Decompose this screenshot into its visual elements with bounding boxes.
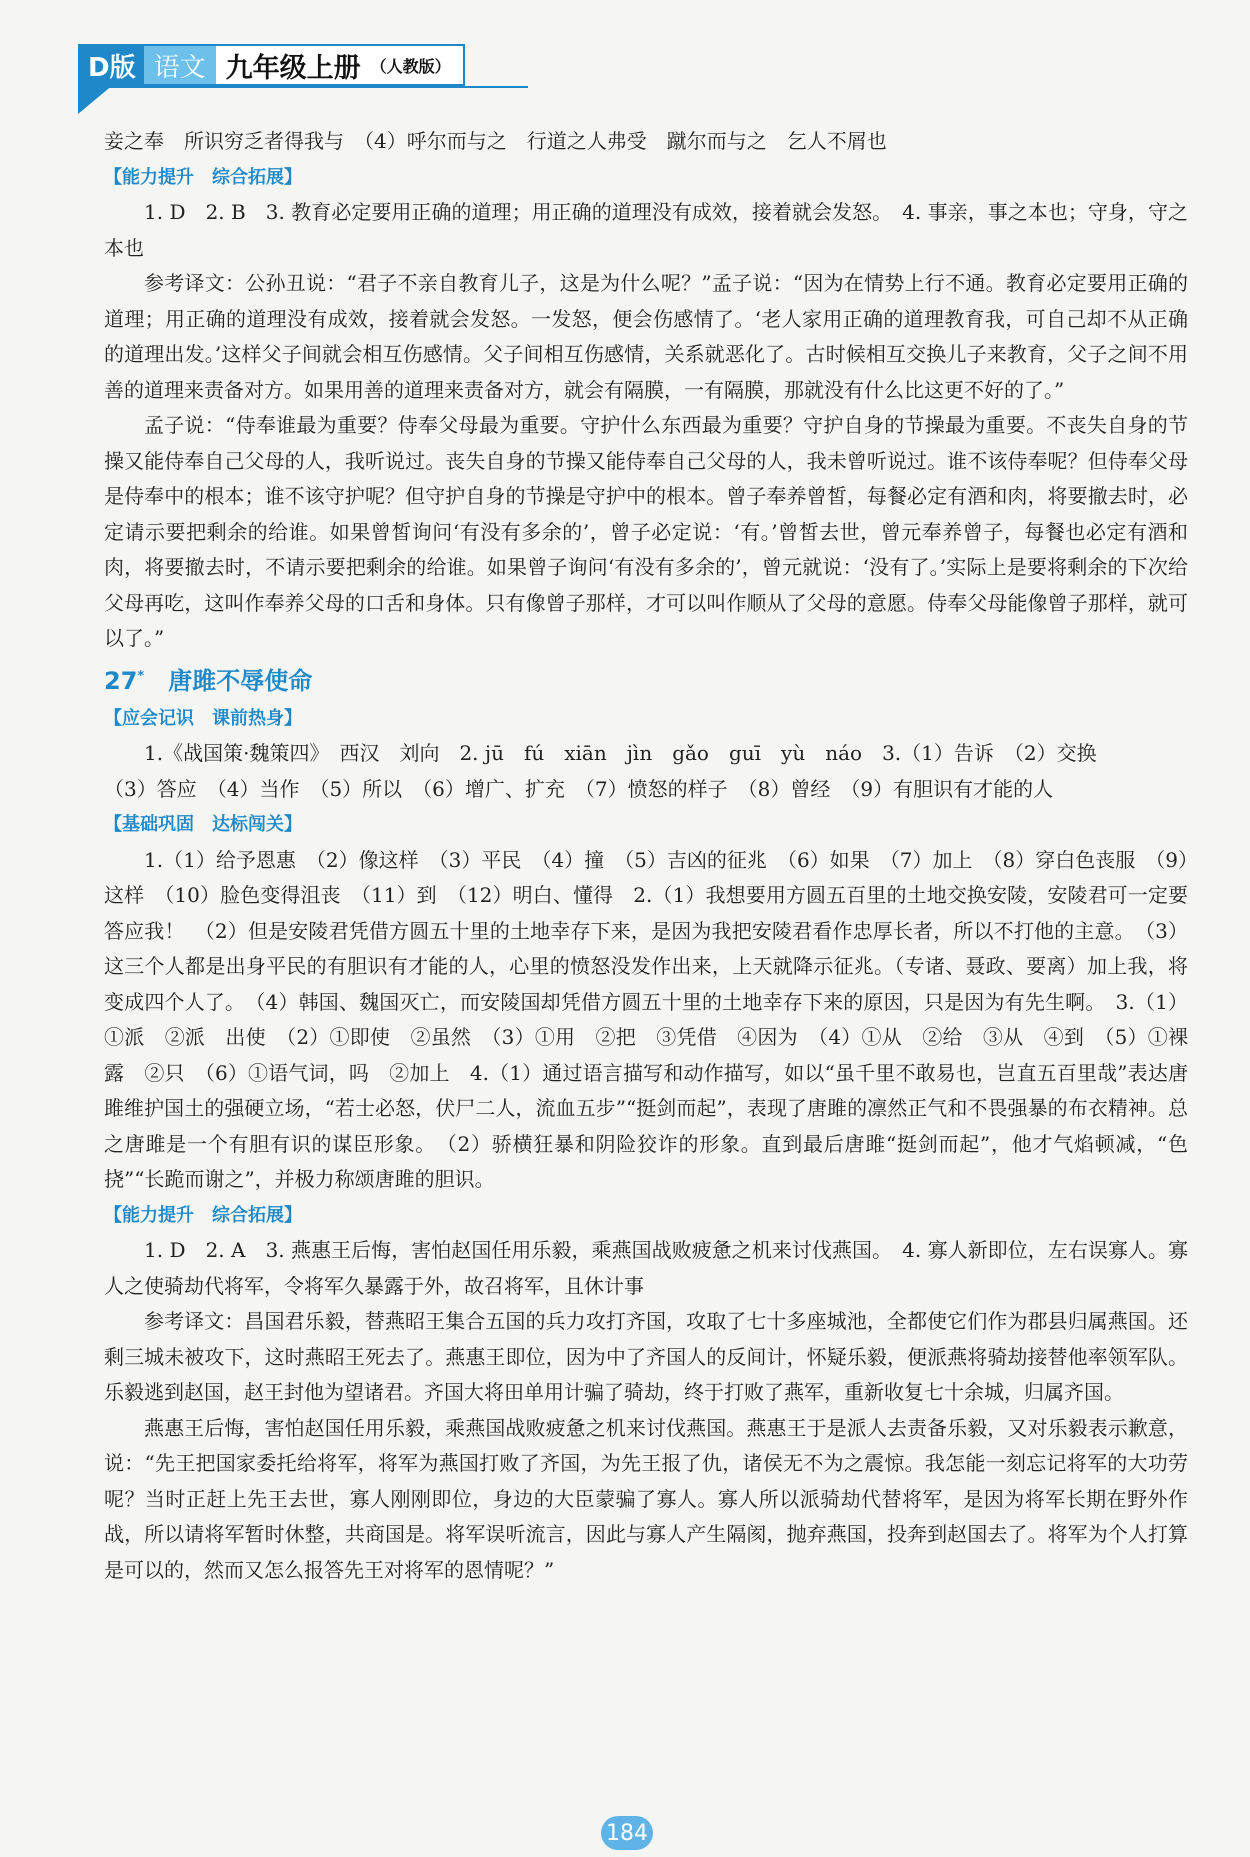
subject-label: 语文 bbox=[144, 46, 216, 84]
answer-paragraph: 1.（1）给予恩惠 （2）像这样 （3）平民 （4）撞 （5）吉凶的征兆 （6）如果 （7）加上 （8）穿白色丧服 （9）这样 （10）脸色变得沮丧 （11）到 （12）明白、懂得 2.（1）我想要用方圆五百里的土地交换安陵，安陵君可一定要答应我！ （2）但是安陵君凭借方圆五十里的土地幸存下来，是因为我把安陵君看作忠厚长者，所以不打他的主意。 （3）这三个人都是出身平民的有胆识有才能的人，心里的愤怒没发作出来，上天就降示征兆。（专诸、聂政、要离）加上我，将变成四个人了。 （4）韩国、魏国灭亡，而安陵国却凭借方圆五十里的土地幸存下来的原因，只是因为有先生啊。 3.（1）①派 ②派 出使 （2）①即使 ②虽然 （3）①用 ②把 ③凭借 ④因为 （4）①从 ②给 ③从 ④到 （5）①裸露 ②只 （6）①语气词，吗 ②加上 4.（1）通过语言描写和动作描写，如以“虽千里不敢易也，岂直五百里哉”表达唐雎维护国土的强硬立场，“若士必怒，伏尸二人，流血五步”“挺剑而起”，表现了唐雎的凛然正气和不畏强暴的布衣精神。总之唐雎是一个有胆有识的谋臣形象。 （2）骄横狂暴和阴险狡诈的形象。直到最后唐雎“挺剑而起”，他才气焰顿减，“色挠”“长跪而谢之”，并极力称颂唐雎的胆识。 bbox=[104, 847, 1188, 1191]
translation-paragraph: 参考译文：公孙丑说：“君子不亲自教育儿子，这是为什么呢？”孟子说：“因为在情势上行不通。教育必定要用正确的道理；用正确的道理没有成效，接着就会发怒。一发怒，便会伤感情了。‘老人家用正确的道理教育我，可自己却不从正确的道理出发。’这样父子间就会相互伤感情。父子间相互伤感情，关系就恶化了。古时候相互交换儿子来教育，父子之间不用善的道理来责备对方。如果用善的道理来责备对方，就会有隔膜，一有隔膜，那就没有什么比这更不好的了。” bbox=[104, 271, 1188, 402]
section-heading: 【应会记识 课前热身】 bbox=[104, 707, 302, 729]
grade-label: 九年级上册 bbox=[225, 52, 361, 84]
book-header bbox=[78, 44, 465, 86]
translation-paragraph: 参考译文：昌国君乐毅，替燕昭王集合五国的兵力攻打齐国，攻取了七十多座城池，全都使它们作为郡县归属燕国。还剩三城未被攻下，这时燕昭王死去了。燕惠王即位，因为中了齐国人的反间计，怀疑乐毅，便派燕将骑劫接替他率领军队。乐毅逃到赵国，赵王封他为望诸君。齐国大将田单用计骗了骑劫，终于打败了燕军，重新收复七十余城，归属齐国。 bbox=[104, 1309, 1188, 1404]
translation-paragraph: 孟子说：“侍奉谁最为重要？侍奉父母最为重要。守护什么东西最为重要？守护自身的节操最为重要。不丧失自身的节操又能侍奉自己父母的人，我听说过。丧失自身的节操又能侍奉自己父母的人，我未曾听说过。谁不该侍奉呢？但侍奉父母是侍奉中的根本；谁不该守护呢？但守护自身的节操是守护中的根本。曾子奉养曾皙，每餐必定有酒和肉，将要撤去时，必定请示要把剩余的给谁。如果曾皙询问‘有没有多余的’，曾子必定说：‘有。’曾皙去世，曾元奉养曾子，每餐也必定有酒和肉，将要撤去时，不请示要把剩余的给谁。如果曾子询问‘有没有多余的’，曾元就说：‘没有了。’实际上是要将剩余的下次给父母再吃，这叫作奉养父母的口舌和身体。只有像曾子那样，才可以叫作顺从了父母的意愿。侍奉父母能像曾子那样，就可以了。” bbox=[104, 413, 1188, 650]
answer-line: （3）答应 （4）当作 （5）所以 （6）增广、扩充 （7）愤怒的样子 （8）曾经 （9）有胆识有才能的人 bbox=[104, 776, 1054, 801]
answer-paragraph: 1. D 2. B 3. 教育必定要用正确的道理；用正确的道理没有成效，接着就会发怒。 4. 事亲，事之本也；守身，守之本也 bbox=[104, 200, 1188, 260]
lesson-number: 27 bbox=[104, 666, 138, 695]
header-corner-decoration bbox=[78, 84, 114, 114]
section-heading: 【能力提升 综合拓展】 bbox=[104, 1204, 302, 1226]
lesson-title bbox=[104, 657, 1188, 701]
page-number: 184 bbox=[601, 1816, 653, 1850]
answer-paragraph: 1. D 2. A 3. 燕惠王后悔，害怕赵国任用乐毅，乘燕国战败疲惫之机来讨伐燕国。 4. 寡人新即位，左右误寡人。寡人之使骑劫代将军，令将军久暴露于外，故召将军，且休计事 bbox=[104, 1238, 1188, 1298]
header-rule bbox=[78, 86, 528, 88]
edition-label: D版 bbox=[80, 46, 144, 84]
section-heading: 【基础巩固 达标闯关】 bbox=[104, 814, 302, 835]
answer-paragraph: 1.《战国策·魏策四》 西汉 刘向 2. jū fú xiān jìn gǎo guī yù náo 3.（1）告诉 （2）交换 bbox=[144, 741, 1097, 765]
translation-paragraph: 燕惠王后悔，害怕赵国任用乐毅，乘燕国战败疲惫之机来讨伐燕国。燕惠王于是派人去责备乐毅，又对乐毅表示歉意，说：“先王把国家委托给将军，将军为燕国打败了齐国，为先王报了仇，诸侯无不为之震惊。我怎能一刻忘记将军的大功劳呢？当时正赶上先王去世，寡人刚刚即位，身边的大臣蒙骗了寡人。寡人所以派骑劫代替将军，是因为将军长期在野外作战，所以请将军暂时休整，共商国是。将军误听流言，因此与寡人产生隔阂，抛弃燕国，投奔到赵国去了。将军为个人打算是可以的，然而又怎么报答先王对将军的恩情呢？” bbox=[104, 1415, 1188, 1582]
lesson-mark: * bbox=[137, 668, 145, 684]
answer-content bbox=[104, 124, 1188, 1588]
lesson-name: 唐雎不辱使命 bbox=[168, 666, 313, 695]
version-label: （人教版） bbox=[370, 56, 451, 76]
answer-line: 妾之奉 所识穷乏者得我与 （4）呼尔而与之 行道之人弗受 蹴尔而与之 乞人不屑也 bbox=[104, 129, 887, 153]
section-heading: 【能力提升 综合拓展】 bbox=[104, 166, 302, 188]
